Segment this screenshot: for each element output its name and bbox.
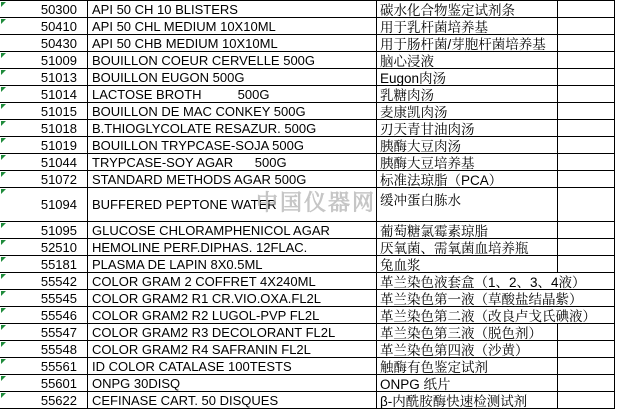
code-value: 51044 [40,154,77,170]
description-en-cell[interactable] [88,341,377,358]
code-cell[interactable] [0,307,88,324]
code-cell[interactable] [0,188,88,222]
description-zh-value: 麦康凯肉汤 [380,105,448,120]
description-en-cell[interactable] [88,120,377,137]
description-zh-value: 刃天青甘油肉汤 [380,122,475,137]
error-triangle-icon [1,393,6,398]
description-zh-value: 胰酶大豆肉汤 [380,139,461,154]
empty-cell[interactable] [558,103,615,120]
description-en-cell[interactable] [88,52,377,69]
description-zh-value: 厌氧菌、需氧菌血培养瓶 [380,241,529,256]
code-cell[interactable] [0,375,88,392]
empty-cell[interactable] [558,18,615,35]
description-en-cell[interactable] [88,188,377,222]
code-value: 55546 [40,307,77,323]
error-triangle-icon [1,172,6,177]
description-en-cell[interactable] [88,375,377,392]
code-cell[interactable] [0,392,88,409]
description-en-cell[interactable] [88,307,377,324]
table-row [0,86,615,103]
code-value: 51014 [40,86,77,102]
description-en-value: BOUILLON TRYPCASE-SOJA 500G [92,137,304,153]
description-en-cell[interactable] [88,290,377,307]
code-value: 55181 [40,256,77,272]
error-triangle-icon [1,19,6,24]
empty-cell[interactable] [558,86,615,103]
table-row [0,35,615,52]
code-cell[interactable] [0,341,88,358]
description-en-value: COLOR GRAM2 R3 DECOLORANT FL2L [92,324,336,340]
empty-cell[interactable] [558,137,615,154]
code-cell[interactable] [0,222,88,239]
code-value: 51015 [40,103,77,119]
code-cell[interactable] [0,154,88,171]
description-en-value: COLOR GRAM2 R4 SAFRANIN FL2L [92,341,311,357]
error-triangle-icon [1,104,6,109]
description-en-cell[interactable] [88,86,377,103]
code-value: 55622 [40,392,77,408]
code-cell[interactable] [0,120,88,137]
description-zh-value: ONPG 纸片 [380,377,451,392]
description-zh-value: 用于乳杆菌培养基 [380,20,488,35]
description-zh-value: 葡萄糖氯霉素琼脂 [380,224,488,239]
code-value: 55561 [40,358,77,374]
code-value: 51094 [40,197,77,212]
description-en-value: BOUILLON EUGON 500G [92,69,245,85]
description-en-value: API 50 CHB MEDIUM 10X10ML [92,35,278,51]
code-cell[interactable] [0,239,88,256]
error-triangle-icon [1,359,6,364]
code-value: 50300 [40,1,77,17]
code-cell[interactable] [0,86,88,103]
description-zh-value: 触酶有色鉴定试剂 [380,360,488,375]
code-cell[interactable] [0,171,88,188]
table-row [0,358,615,375]
description-zh-value: 兔血浆 [380,258,421,273]
empty-cell[interactable] [558,392,615,409]
error-triangle-icon [1,257,6,262]
error-triangle-icon [1,342,6,347]
description-en-cell[interactable] [88,1,377,18]
description-en-cell[interactable] [88,222,377,239]
table-row [0,392,615,409]
empty-cell[interactable] [558,222,615,239]
code-value: 51019 [40,137,77,153]
table-row [0,154,615,171]
code-value: 51095 [40,222,77,238]
description-en-cell[interactable] [88,324,377,341]
table-row [0,120,615,137]
code-value: 55545 [40,290,77,306]
description-zh-value: 用于肠杆菌/芽胞杆菌培养基 [380,37,546,52]
description-en-value: STANDARD METHODS AGAR 500G [92,171,307,187]
code-value: 51072 [40,171,77,187]
description-zh-cell[interactable] [377,171,558,188]
empty-cell[interactable] [558,35,615,52]
empty-cell[interactable] [558,120,615,137]
table-row [0,52,615,69]
error-triangle-icon [1,376,6,381]
code-cell[interactable] [0,1,88,18]
description-en-cell[interactable] [88,18,377,35]
error-triangle-icon [1,308,6,313]
code-cell[interactable] [0,256,88,273]
empty-cell[interactable] [558,154,615,171]
error-triangle-icon [1,2,6,7]
description-zh-value: Eugon肉汤 [380,71,447,86]
description-en-value: API 50 CHL MEDIUM 10X10ML [92,18,276,34]
description-zh-value: 乳糖肉汤 [380,88,434,103]
code-cell[interactable] [0,69,88,86]
code-value: 50410 [40,18,77,34]
error-triangle-icon [1,223,6,228]
error-triangle-icon [1,121,6,126]
table-row [0,103,615,120]
code-value: 55601 [40,375,77,391]
table-row [0,69,615,86]
empty-cell[interactable] [558,188,615,222]
code-cell[interactable] [0,324,88,341]
description-en-value: COLOR GRAM2 R2 LUGOL-PVP FL2L [92,307,320,323]
description-en-value: BUFFERED PEPTONE WATER [92,197,277,212]
description-zh-value: 标准法琼脂（PCA） [380,173,503,188]
description-en-cell[interactable] [88,358,377,375]
description-en-value: TRYPCASE-SOY AGAR 500G [92,154,287,170]
description-en-cell[interactable] [88,256,377,273]
code-value: 51018 [40,120,77,136]
empty-cell[interactable] [558,358,615,375]
table-row [0,137,615,154]
table-row [0,188,615,222]
error-triangle-icon [1,325,6,330]
error-triangle-icon [1,87,6,92]
description-en-cell[interactable] [88,103,377,120]
description-en-value: API 50 CH 10 BLISTERS [92,1,238,17]
watermark-text: 中国仪器网 [256,190,377,215]
error-triangle-icon [1,291,6,296]
table-row [0,1,615,18]
empty-cell[interactable] [558,375,615,392]
description-en-value: BOUILLON DE MAC CONKEY 500G [92,103,306,119]
error-triangle-icon [1,155,6,160]
description-en-value: PLASMA DE LAPIN 8X0.5ML [92,256,263,272]
code-cell[interactable] [0,52,88,69]
empty-cell[interactable] [558,1,615,18]
code-value: 55547 [40,324,77,340]
description-en-value: ID COLOR CATALASE 100TESTS [92,358,292,374]
code-cell[interactable] [0,35,88,52]
code-cell[interactable] [0,358,88,375]
description-en-value: LACTOSE BROTH 500G [92,86,270,102]
table-row [0,239,615,256]
code-value: 50430 [40,35,77,51]
description-zh-value: 革兰染色第四液（沙黄） [380,343,529,358]
table-row [0,171,615,188]
empty-cell[interactable] [558,341,615,358]
description-en-cell[interactable] [88,171,377,188]
empty-cell[interactable] [558,52,615,69]
error-triangle-icon [1,274,6,279]
description-zh-value: 胰酶大豆培养基 [380,156,475,171]
description-zh-value: 革兰染色第三液（脱色剂） [380,326,542,341]
code-value: 52510 [40,239,77,255]
description-en-value: B.THIOGLYCOLATE RESAZUR. 500G [92,120,317,136]
error-triangle-icon [1,70,6,75]
description-zh-value: 脑心浸液 [380,54,434,69]
description-zh-value: 革兰染色液套盒（1、2、3、4液） [380,275,586,290]
description-en-cell[interactable] [88,239,377,256]
empty-cell[interactable] [558,69,615,86]
description-en-value: COLOR GRAM 2 COFFRET 4X240ML [92,273,316,289]
description-en-value: BOUILLON COEUR CERVELLE 500G [92,52,316,68]
description-zh-cell[interactable] [377,188,558,222]
error-triangle-icon [1,53,6,58]
code-cell[interactable] [0,18,88,35]
empty-cell[interactable] [558,171,615,188]
description-en-cell[interactable] [88,137,377,154]
code-value: 55542 [40,273,77,289]
empty-cell[interactable] [558,239,615,256]
description-zh-value: 革兰染色第二液（改良卢戈氏碘液） [380,309,596,324]
description-zh-value: 碳水化合物鉴定试剂条 [380,3,515,18]
code-cell[interactable] [0,273,88,290]
description-en-cell[interactable] [88,154,377,171]
error-triangle-icon [1,189,6,194]
description-zh-cell[interactable] [377,392,558,409]
error-triangle-icon [1,138,6,143]
description-en-value: GLUCOSE CHLORAMPHENICOL AGAR [92,222,330,238]
description-en-value: CEFINASE CART. 50 DISQUES [92,392,279,408]
description-en-cell[interactable] [88,273,377,290]
code-value: 51009 [40,52,77,68]
description-zh-value: 缓冲蛋白胨水 [380,193,461,208]
code-cell[interactable] [0,103,88,120]
description-en-cell[interactable] [88,392,377,409]
code-value: 51013 [40,69,77,85]
description-en-value: COLOR GRAM2 R1 CR.VIO.OXA.FL2L [92,290,322,306]
description-en-value: ONPG 30DISQ [92,375,181,391]
description-zh-value: 革兰染色第一液（草酸盐结晶紫） [380,292,583,307]
error-triangle-icon [1,240,6,245]
code-cell[interactable] [0,137,88,154]
code-cell[interactable] [0,290,88,307]
description-en-value: HEMOLINE PERF.DIPHAS. 12FLAC. [92,239,308,255]
description-en-cell[interactable] [88,69,377,86]
description-en-cell[interactable] [88,35,377,52]
code-value: 55548 [40,341,77,357]
table-row [0,341,615,358]
empty-cell[interactable] [558,324,615,341]
description-zh-value: β-内酰胺酶快速检测试剂 [380,394,528,409]
